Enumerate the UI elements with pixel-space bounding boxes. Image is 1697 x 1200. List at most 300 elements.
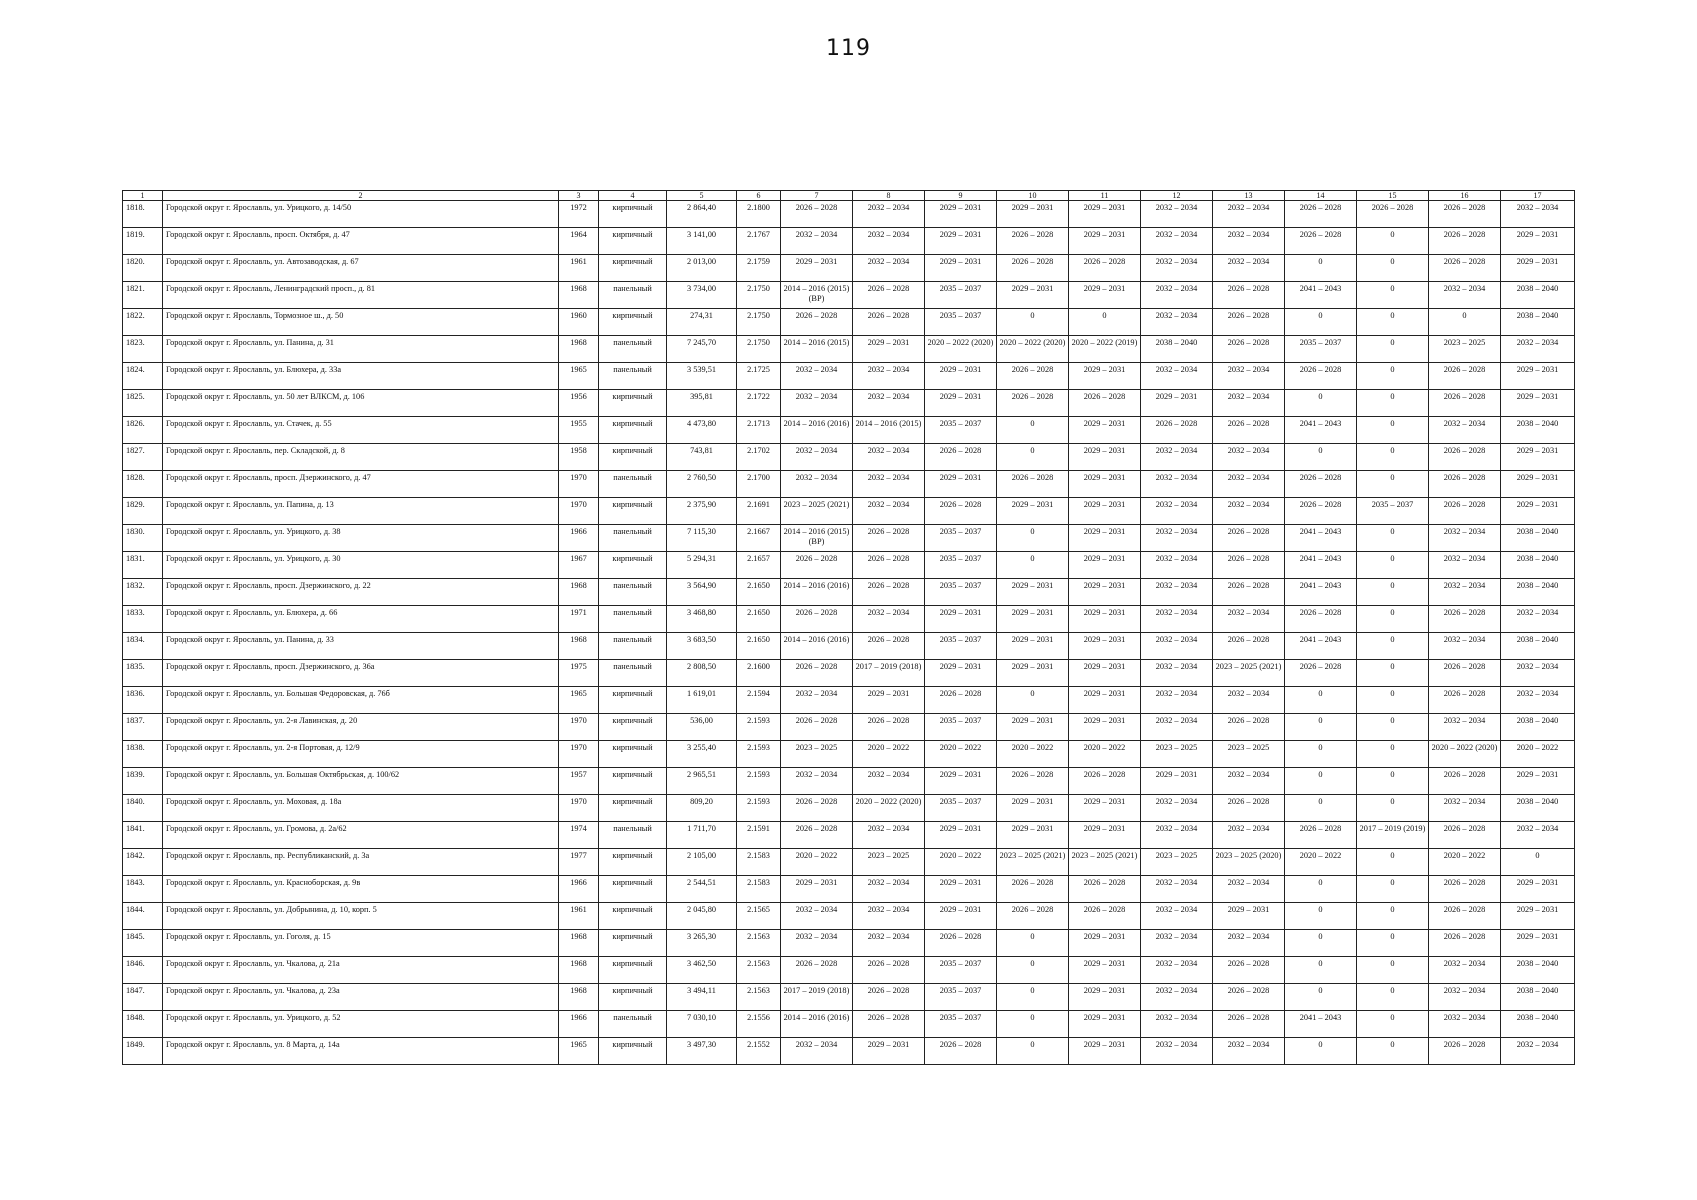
table-cell: 0: [1285, 984, 1357, 1011]
table-cell: 2026 – 2028: [997, 471, 1069, 498]
table-cell: 2029 – 2031: [853, 336, 925, 363]
table-cell: 1829.: [123, 498, 163, 525]
table-cell: 2029 – 2031: [1501, 444, 1575, 471]
table-cell: 2032 – 2034: [1141, 714, 1213, 741]
table-cell: 0: [1285, 876, 1357, 903]
table-cell: 1972: [559, 201, 599, 228]
table-cell: 2029 – 2031: [1069, 606, 1141, 633]
table-cell: 2032 – 2034: [853, 471, 925, 498]
header-row: [123, 191, 1575, 201]
table-cell: Городской округ г. Ярославль, ул. Чкалова, д. 23а: [163, 984, 559, 1011]
table-cell: 0: [1285, 444, 1357, 471]
table-cell: 2032 – 2034: [1429, 525, 1501, 552]
table-cell: 1957: [559, 768, 599, 795]
table-cell: 2026 – 2028: [853, 579, 925, 606]
table-cell: 2029 – 2031: [1069, 228, 1141, 255]
table-cell: 2.1593: [737, 714, 781, 741]
table-cell: 2.1563: [737, 930, 781, 957]
table-cell: 2029 – 2031: [1069, 201, 1141, 228]
table-cell: 1970: [559, 741, 599, 768]
table-cell: 5 294,31: [667, 552, 737, 579]
table-cell: Городской округ г. Ярославль, ул. Урицкого, д. 14/50: [163, 201, 559, 228]
table-cell: 2029 – 2031: [1069, 1011, 1141, 1038]
table-cell: 2041 – 2043: [1285, 579, 1357, 606]
table-cell: 2032 – 2034: [1141, 579, 1213, 606]
table-cell: 2038 – 2040: [1141, 336, 1213, 363]
table-cell: 2026 – 2028: [1429, 687, 1501, 714]
table-row: [123, 795, 1575, 822]
table-cell: 2029 – 2031: [925, 228, 997, 255]
table-cell: 2029 – 2031: [1069, 552, 1141, 579]
table-cell: 3 255,40: [667, 741, 737, 768]
table-cell: 0: [1357, 714, 1429, 741]
table-cell: 2032 – 2034: [1141, 606, 1213, 633]
table-cell: 2026 – 2028: [1213, 525, 1285, 552]
table-cell: 2029 – 2031: [925, 471, 997, 498]
table-cell: 2.1691: [737, 498, 781, 525]
table-cell: 0: [1357, 390, 1429, 417]
table-cell: 1831.: [123, 552, 163, 579]
table-cell: кирпичный: [599, 417, 667, 444]
table-cell: 0: [1357, 1038, 1429, 1065]
table-cell: 2029 – 2031: [925, 660, 997, 687]
table-cell: 2032 – 2034: [1213, 498, 1285, 525]
table-cell: 2026 – 2028: [1213, 282, 1285, 309]
table-cell: Городской округ г. Ярославль, Тормозное ш., д. 50: [163, 309, 559, 336]
table-cell: 2026 – 2028: [1069, 768, 1141, 795]
table-cell: 2026 – 2028: [781, 795, 853, 822]
table-cell: 2 760,50: [667, 471, 737, 498]
table-cell: 2017 – 2019 (2019): [1357, 822, 1429, 849]
table-cell: 2026 – 2028: [1429, 228, 1501, 255]
table-cell: 0: [1285, 687, 1357, 714]
table-row: [123, 444, 1575, 471]
table-cell: 2.1650: [737, 633, 781, 660]
table-cell: 1820.: [123, 255, 163, 282]
table-cell: Городской округ г. Ярославль, ул. Стачек, д. 55: [163, 417, 559, 444]
table-cell: 2032 – 2034: [1141, 984, 1213, 1011]
table-cell: 2020 – 2022 (2020): [997, 336, 1069, 363]
table-cell: 0: [1285, 930, 1357, 957]
table-cell: 2032 – 2034: [853, 363, 925, 390]
table-row: [123, 309, 1575, 336]
table-cell: 2026 – 2028: [853, 957, 925, 984]
table-cell: 2032 – 2034: [1429, 417, 1501, 444]
table-row: [123, 822, 1575, 849]
table-row: [123, 201, 1575, 228]
table-cell: 2029 – 2031: [1069, 633, 1141, 660]
table-cell: 1970: [559, 498, 599, 525]
table-cell: 2029 – 2031: [1069, 282, 1141, 309]
table-cell: Городской округ г. Ярославль, ул. Блюхера, д. 33а: [163, 363, 559, 390]
table-cell: 2023 – 2025: [1213, 741, 1285, 768]
table-cell: 0: [997, 417, 1069, 444]
table-cell: 2032 – 2034: [781, 390, 853, 417]
table-cell: Городской округ г. Ярославль, ул. Гоголя, д. 15: [163, 930, 559, 957]
table-cell: 2026 – 2028: [997, 768, 1069, 795]
table-cell: 2026 – 2028: [1429, 471, 1501, 498]
table-cell: 0: [1357, 606, 1429, 633]
table-cell: 2020 – 2022: [925, 849, 997, 876]
table-cell: 1834.: [123, 633, 163, 660]
table-cell: 2020 – 2022 (2020): [925, 336, 997, 363]
table-cell: 2029 – 2031: [1501, 228, 1575, 255]
table-cell: кирпичный: [599, 309, 667, 336]
column-header: 4: [599, 191, 667, 201]
table-cell: 1842.: [123, 849, 163, 876]
table-cell: 2038 – 2040: [1501, 714, 1575, 741]
table-cell: 2029 – 2031: [1141, 768, 1213, 795]
table-cell: 0: [1357, 525, 1429, 552]
table-cell: 2032 – 2034: [1213, 363, 1285, 390]
table-cell: 2029 – 2031: [997, 795, 1069, 822]
table-cell: 2026 – 2028: [1213, 957, 1285, 984]
table-cell: 2032 – 2034: [781, 363, 853, 390]
table-cell: 0: [1357, 444, 1429, 471]
table-cell: 2032 – 2034: [781, 768, 853, 795]
table-cell: 1 711,70: [667, 822, 737, 849]
table-cell: 2014 – 2016 (2015): [781, 336, 853, 363]
table-cell: 1836.: [123, 687, 163, 714]
table-cell: 2038 – 2040: [1501, 552, 1575, 579]
table-cell: 1846.: [123, 957, 163, 984]
table-row: [123, 1038, 1575, 1065]
table-cell: 2029 – 2031: [1069, 660, 1141, 687]
table-row: [123, 876, 1575, 903]
table-cell: 2026 – 2028: [1429, 606, 1501, 633]
table-cell: Городской округ г. Ярославль, ул. Большая Октябрьская, д. 100/62: [163, 768, 559, 795]
table-cell: 2035 – 2037: [925, 417, 997, 444]
table-cell: 1826.: [123, 417, 163, 444]
table-cell: 809,20: [667, 795, 737, 822]
column-header: 13: [1213, 191, 1285, 201]
table-cell: 2026 – 2028: [1285, 363, 1357, 390]
table-cell: 2014 – 2016 (2016): [781, 1011, 853, 1038]
table-cell: 0: [997, 444, 1069, 471]
table-cell: 2035 – 2037: [925, 1011, 997, 1038]
table-cell: 2026 – 2028: [1213, 417, 1285, 444]
table-cell: 0: [1429, 309, 1501, 336]
table-cell: 2026 – 2028: [853, 525, 925, 552]
table-cell: 2032 – 2034: [1141, 822, 1213, 849]
table-cell: 2032 – 2034: [853, 444, 925, 471]
table-cell: Городской округ г. Ярославль, ул. Папина, д. 13: [163, 498, 559, 525]
table-cell: 2035 – 2037: [925, 714, 997, 741]
table-cell: 2026 – 2028: [1429, 1038, 1501, 1065]
table-cell: панельный: [599, 1011, 667, 1038]
table-cell: 2032 – 2034: [1429, 714, 1501, 741]
table-cell: 1848.: [123, 1011, 163, 1038]
table-cell: 2026 – 2028: [1429, 255, 1501, 282]
table-cell: 0: [1285, 390, 1357, 417]
table-cell: 2032 – 2034: [1141, 957, 1213, 984]
table-cell: 2035 – 2037: [925, 633, 997, 660]
table-cell: 2029 – 2031: [1501, 255, 1575, 282]
table-cell: 2029 – 2031: [997, 633, 1069, 660]
table-cell: 1966: [559, 1011, 599, 1038]
table-cell: Городской округ г. Ярославль, просп. Дзержинского, д. 36а: [163, 660, 559, 687]
table-cell: 2029 – 2031: [1501, 390, 1575, 417]
table-cell: 0: [1357, 849, 1429, 876]
column-header: 12: [1141, 191, 1213, 201]
table-cell: Городской округ г. Ярославль, просп. Дзержинского, д. 47: [163, 471, 559, 498]
table-cell: 2038 – 2040: [1501, 1011, 1575, 1038]
table-cell: 2032 – 2034: [1141, 255, 1213, 282]
table-cell: 2038 – 2040: [1501, 525, 1575, 552]
table-cell: 2032 – 2034: [1429, 957, 1501, 984]
table-cell: 2029 – 2031: [1069, 471, 1141, 498]
table-cell: 0: [1357, 876, 1429, 903]
table-cell: 2.1600: [737, 660, 781, 687]
table-cell: 1975: [559, 660, 599, 687]
table-cell: 2026 – 2028: [1285, 471, 1357, 498]
table-cell: 2.1767: [737, 228, 781, 255]
table-cell: 2032 – 2034: [1213, 930, 1285, 957]
table-cell: Городской округ г. Ярославль, ул. Добрынина, д. 10, корп. 5: [163, 903, 559, 930]
table-cell: 2014 – 2016 (2015) (ВР): [781, 282, 853, 309]
table-cell: 2038 – 2040: [1501, 633, 1575, 660]
table-cell: 3 683,50: [667, 633, 737, 660]
table-cell: 2.1556: [737, 1011, 781, 1038]
table-cell: 1956: [559, 390, 599, 417]
table-cell: 2032 – 2034: [1429, 552, 1501, 579]
table-cell: 1830.: [123, 525, 163, 552]
table-cell: 2026 – 2028: [1429, 201, 1501, 228]
table-cell: 0: [997, 1038, 1069, 1065]
table-cell: 2026 – 2028: [1285, 822, 1357, 849]
table-cell: 2041 – 2043: [1285, 525, 1357, 552]
table-cell: 2029 – 2031: [1213, 903, 1285, 930]
table-cell: 1839.: [123, 768, 163, 795]
table-cell: 2029 – 2031: [1501, 876, 1575, 903]
table-cell: Городской округ г. Ярославль, ул. Урицкого, д. 52: [163, 1011, 559, 1038]
table-cell: 0: [997, 930, 1069, 957]
table-cell: 2032 – 2034: [1501, 822, 1575, 849]
table-cell: 2026 – 2028: [781, 309, 853, 336]
table-cell: 2026 – 2028: [1213, 633, 1285, 660]
table-cell: 2032 – 2034: [1429, 579, 1501, 606]
table-cell: Городской округ г. Ярославль, ул. Громова, д. 2а/62: [163, 822, 559, 849]
table-cell: панельный: [599, 606, 667, 633]
table-cell: 0: [1357, 336, 1429, 363]
table-cell: панельный: [599, 471, 667, 498]
table-cell: 2026 – 2028: [853, 984, 925, 1011]
table-cell: 2026 – 2028: [1069, 903, 1141, 930]
table-cell: 1955: [559, 417, 599, 444]
table-cell: 2032 – 2034: [1141, 282, 1213, 309]
table-cell: 2 864,40: [667, 201, 737, 228]
table-cell: 2032 – 2034: [1501, 687, 1575, 714]
table-cell: 0: [1285, 714, 1357, 741]
table-cell: 2029 – 2031: [1501, 471, 1575, 498]
table-cell: Городской округ г. Ярославль, пр. Республиканский, д. 3а: [163, 849, 559, 876]
table-cell: 0: [1357, 795, 1429, 822]
table-row: [123, 957, 1575, 984]
table-cell: 0: [1357, 1011, 1429, 1038]
table-row: [123, 741, 1575, 768]
table-cell: 2 105,00: [667, 849, 737, 876]
table-cell: Городской округ г. Ярославль, Ленинградский просп., д. 81: [163, 282, 559, 309]
table-cell: 2029 – 2031: [997, 714, 1069, 741]
table-cell: 0: [1357, 552, 1429, 579]
table-row: [123, 660, 1575, 687]
table-cell: 2029 – 2031: [997, 579, 1069, 606]
table-cell: 3 494,11: [667, 984, 737, 1011]
table-cell: 2023 – 2025: [1141, 741, 1213, 768]
table-cell: 2029 – 2031: [925, 903, 997, 930]
column-header: 17: [1501, 191, 1575, 201]
table-cell: 3 564,90: [667, 579, 737, 606]
table-cell: 2020 – 2022: [997, 741, 1069, 768]
table-cell: 2026 – 2028: [1069, 876, 1141, 903]
table-cell: 1849.: [123, 1038, 163, 1065]
table-cell: 2 045,80: [667, 903, 737, 930]
table-cell: 2023 – 2025 (2021): [1069, 849, 1141, 876]
table-row: [123, 390, 1575, 417]
table-cell: 2020 – 2022: [1429, 849, 1501, 876]
table-cell: 3 539,51: [667, 363, 737, 390]
table-cell: кирпичный: [599, 228, 667, 255]
table-cell: 2038 – 2040: [1501, 417, 1575, 444]
table-cell: 2020 – 2022: [781, 849, 853, 876]
table-cell: 0: [1285, 741, 1357, 768]
table-cell: 2029 – 2031: [853, 687, 925, 714]
table-cell: 2035 – 2037: [925, 552, 997, 579]
table-cell: 2023 – 2025: [853, 849, 925, 876]
table-cell: 2.1583: [737, 876, 781, 903]
table-cell: 2029 – 2031: [925, 822, 997, 849]
table-cell: 2032 – 2034: [1141, 1038, 1213, 1065]
table-cell: 2032 – 2034: [781, 228, 853, 255]
table-cell: 2035 – 2037: [925, 282, 997, 309]
table-cell: 2032 – 2034: [1141, 903, 1213, 930]
table-cell: 2026 – 2028: [1429, 768, 1501, 795]
table-cell: 2023 – 2025 (2020): [1213, 849, 1285, 876]
table-cell: 2023 – 2025: [1141, 849, 1213, 876]
table-cell: 2026 – 2028: [1069, 255, 1141, 282]
table-cell: 2.1722: [737, 390, 781, 417]
table-cell: 2.1702: [737, 444, 781, 471]
table-cell: кирпичный: [599, 768, 667, 795]
table-cell: 2.1591: [737, 822, 781, 849]
table-cell: 7 245,70: [667, 336, 737, 363]
table-cell: 2.1650: [737, 606, 781, 633]
table-row: [123, 525, 1575, 552]
table-cell: 2026 – 2028: [853, 633, 925, 660]
table-cell: 2032 – 2034: [1501, 201, 1575, 228]
table-cell: 2032 – 2034: [1213, 390, 1285, 417]
table-cell: кирпичный: [599, 930, 667, 957]
table-row: [123, 552, 1575, 579]
table-cell: 2032 – 2034: [853, 822, 925, 849]
table-cell: 2026 – 2028: [1285, 660, 1357, 687]
table-row: [123, 930, 1575, 957]
table-cell: 1844.: [123, 903, 163, 930]
table-cell: 2026 – 2028: [1285, 228, 1357, 255]
table-cell: 2029 – 2031: [1069, 714, 1141, 741]
table-cell: 2032 – 2034: [1141, 687, 1213, 714]
table-cell: 2026 – 2028: [1285, 201, 1357, 228]
table-cell: 2014 – 2016 (2015): [853, 417, 925, 444]
table-cell: кирпичный: [599, 957, 667, 984]
table-cell: 0: [1357, 957, 1429, 984]
table-cell: 2026 – 2028: [1213, 984, 1285, 1011]
table-row: [123, 687, 1575, 714]
table-cell: 2032 – 2034: [1429, 984, 1501, 1011]
table-cell: 2026 – 2028: [925, 498, 997, 525]
table-cell: 2032 – 2034: [1141, 471, 1213, 498]
column-header: 6: [737, 191, 781, 201]
table-cell: 2032 – 2034: [781, 930, 853, 957]
table-cell: 1958: [559, 444, 599, 471]
table-cell: 2014 – 2016 (2015) (ВР): [781, 525, 853, 552]
table-cell: кирпичный: [599, 795, 667, 822]
table-cell: 2.1700: [737, 471, 781, 498]
table-cell: 2032 – 2034: [853, 606, 925, 633]
table-cell: 2029 – 2031: [1069, 795, 1141, 822]
table-cell: 2035 – 2037: [925, 795, 997, 822]
table-cell: 1977: [559, 849, 599, 876]
table-cell: 2.1750: [737, 282, 781, 309]
table-cell: 2035 – 2037: [925, 309, 997, 336]
table-cell: 2032 – 2034: [1429, 795, 1501, 822]
table-cell: 2032 – 2034: [853, 201, 925, 228]
table-cell: 0: [997, 552, 1069, 579]
table-cell: 2020 – 2022: [1069, 741, 1141, 768]
column-header: 9: [925, 191, 997, 201]
table-cell: Городской округ г. Ярославль, ул. Панина, д. 31: [163, 336, 559, 363]
table-cell: 2026 – 2028: [781, 660, 853, 687]
table-cell: 2032 – 2034: [853, 930, 925, 957]
table-cell: кирпичный: [599, 714, 667, 741]
table-cell: 1818.: [123, 201, 163, 228]
table-cell: 2026 – 2028: [853, 552, 925, 579]
table-cell: 1967: [559, 552, 599, 579]
table-cell: панельный: [599, 525, 667, 552]
table-cell: 2.1552: [737, 1038, 781, 1065]
table-cell: кирпичный: [599, 444, 667, 471]
table-cell: Городской округ г. Ярославль, ул. 2-я Лавинская, д. 20: [163, 714, 559, 741]
table-cell: 2.1593: [737, 741, 781, 768]
table-cell: 0: [997, 984, 1069, 1011]
table-cell: 2032 – 2034: [853, 390, 925, 417]
table-row: [123, 849, 1575, 876]
table-cell: 2020 – 2022 (2020): [1429, 741, 1501, 768]
table-cell: панельный: [599, 822, 667, 849]
table-cell: 0: [1357, 984, 1429, 1011]
column-header: 10: [997, 191, 1069, 201]
table-cell: 1841.: [123, 822, 163, 849]
table-row: [123, 282, 1575, 309]
table-cell: 2038 – 2040: [1501, 795, 1575, 822]
table-cell: 3 265,30: [667, 930, 737, 957]
table-cell: 2032 – 2034: [1141, 930, 1213, 957]
table-cell: 0: [1357, 471, 1429, 498]
table-cell: 2029 – 2031: [1069, 444, 1141, 471]
table-cell: 274,31: [667, 309, 737, 336]
table-cell: 0: [1357, 903, 1429, 930]
table-cell: 1968: [559, 930, 599, 957]
table-cell: 2026 – 2028: [1141, 417, 1213, 444]
table-cell: 1838.: [123, 741, 163, 768]
table-cell: Городской округ г. Ярославль, ул. Панина, д. 33: [163, 633, 559, 660]
table-cell: 2026 – 2028: [853, 1011, 925, 1038]
table-cell: 2032 – 2034: [1501, 336, 1575, 363]
table-cell: 2035 – 2037: [925, 984, 997, 1011]
table-row: [123, 471, 1575, 498]
table-cell: 2023 – 2025: [1429, 336, 1501, 363]
table-cell: 2.1563: [737, 957, 781, 984]
